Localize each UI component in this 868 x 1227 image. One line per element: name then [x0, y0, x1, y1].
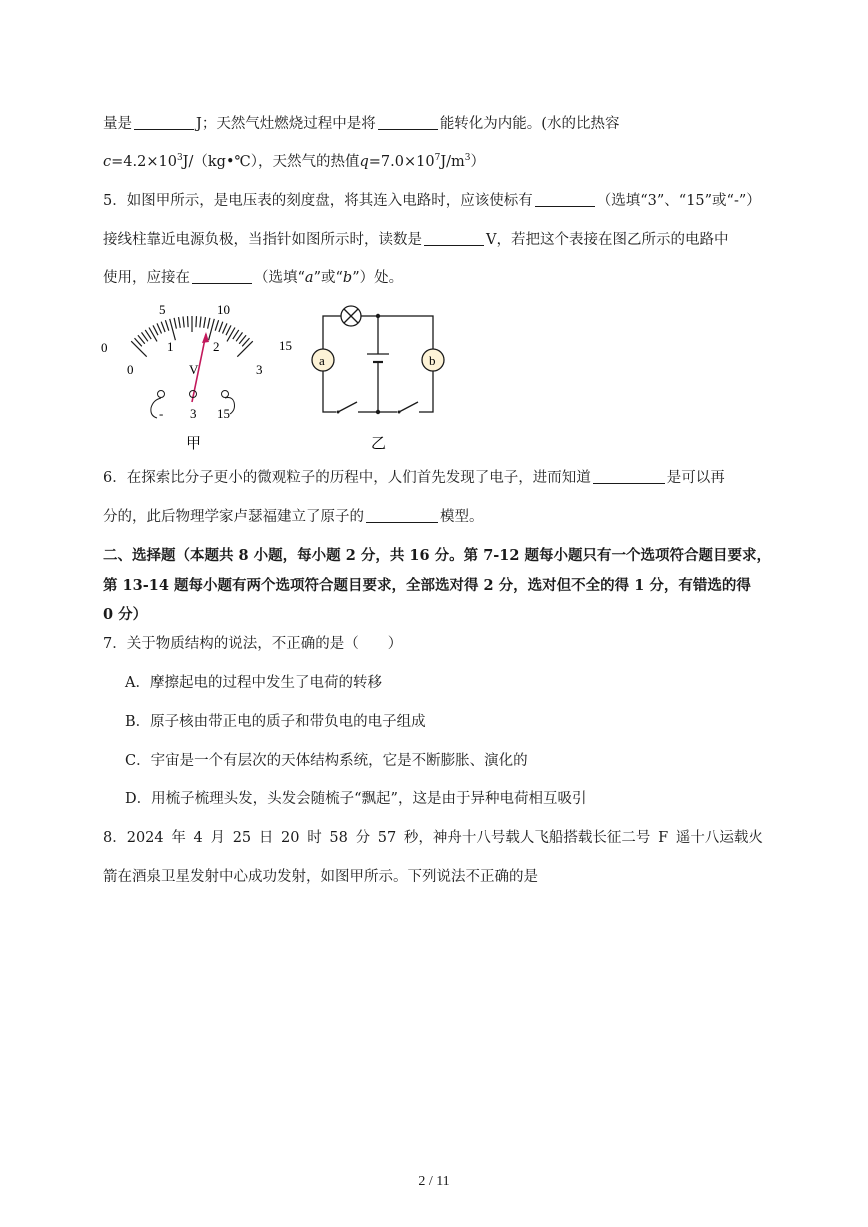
q4-text: =4.2×10	[111, 154, 177, 170]
symbol-a: a	[304, 270, 314, 286]
superscript: 3	[464, 153, 471, 164]
terminal-label-minus: -	[159, 406, 164, 421]
q4-text: J/m	[440, 154, 465, 170]
dial-tick	[223, 323, 228, 333]
answer-blank	[593, 468, 665, 484]
dial-tick	[165, 320, 168, 331]
figure-caption-yi: 乙	[371, 434, 387, 452]
section2-heading-line1: 二、选择题（本题共 8 小题，每小题 2 分，共 16 分。第 7-12 题每小题只有一个选项符合题目要求，	[103, 547, 772, 564]
answer-blank	[192, 268, 252, 284]
figure-caption-jia: 甲	[186, 434, 202, 452]
q7-option-b: B．原子核由带正电的质子和带负电的电子组成	[125, 714, 426, 730]
section2-heading-line2: 第 13-14 题每小题有两个选项符合题目要求，全部选对得 2 分，选对但不全的得 1 分，有错选的得	[103, 577, 751, 594]
q6-text: 模型。	[440, 509, 484, 525]
scale-top-15: 15	[279, 338, 292, 353]
switch-right-pivot	[398, 411, 401, 414]
q5-line3	[103, 268, 403, 288]
q4-text: 量是	[103, 116, 132, 132]
q8-word: 8．2024	[103, 830, 164, 846]
scale-top-10: 10	[217, 302, 230, 317]
dial-tick	[196, 316, 197, 327]
q8-word: 秒，神舟十八号载人飞船搭载长征二号	[403, 830, 651, 846]
dial-tick	[161, 322, 165, 332]
q5-text: （选填“3”、“15”或“-”）	[596, 193, 761, 209]
q8-word: 20	[281, 830, 300, 846]
dial-tick	[179, 317, 181, 328]
scale-top-5: 5	[159, 302, 166, 317]
terminal-minus	[158, 391, 165, 398]
answer-blank	[134, 114, 194, 130]
q8-word: 57	[377, 830, 397, 846]
q8-word: 遥十八运载火	[675, 830, 763, 846]
answer-blank	[378, 114, 438, 130]
dial-tick	[174, 318, 176, 329]
q5-line2	[103, 230, 728, 250]
q8-word: 时	[307, 830, 322, 846]
q6-text: 6．在探索比分子更小的微观粒子的历程中，人们首先发现了电子，进而知道	[103, 470, 591, 486]
q4-line1	[103, 114, 619, 134]
page-number: 2 / 11	[418, 1174, 450, 1189]
q7-stem: 7．关于物质结构的说法，不正确的是（ ）	[103, 636, 403, 652]
q6-text: 是可以再	[666, 470, 725, 486]
q8-word: 分	[355, 830, 371, 846]
scale-top-0: 0	[101, 340, 108, 355]
q5-text: 使用，应接在	[103, 270, 190, 286]
dial-tick	[233, 330, 239, 339]
q6-line1	[103, 468, 725, 488]
q7-option-d: D．用梳子梳理头发，头发会随梳子“飘起”，这是由于异种电荷相互吸引	[125, 791, 587, 807]
q5-text: 5．如图甲所示，是电压表的刻度盘，将其连入电路时，应该使标有	[103, 193, 533, 209]
dial-tick	[188, 316, 189, 327]
switch-left-pivot	[337, 411, 340, 414]
superscript: 7	[434, 153, 441, 164]
q8-word: 年	[171, 830, 186, 846]
scale-bottom-0: 0	[127, 362, 134, 377]
q6-text: 分的，此后物理学家卢瑟福建立了原子的	[103, 509, 364, 525]
scale-bottom-1: 1	[167, 339, 174, 354]
dial-ticks	[131, 316, 253, 357]
q8-word: 月	[210, 830, 225, 846]
superscript: 3	[176, 153, 183, 164]
meter-a-label: a	[319, 353, 325, 368]
q8-word: F	[658, 830, 669, 846]
q8-line2: 箭在酒泉卫星发射中心成功发射，如图甲所示。下列说法不正确的是	[103, 869, 538, 885]
voltmeter-dial-figure	[95, 298, 305, 458]
q5-text: ”或“	[313, 270, 343, 286]
dial-tick	[219, 322, 223, 332]
symbol-c: c	[103, 154, 112, 170]
q8-line1	[103, 828, 763, 848]
dial-tick	[215, 320, 218, 331]
q5-text: ”）处。	[352, 270, 404, 286]
q4-text: ）	[470, 154, 485, 170]
scale-bottom-2: 2	[213, 339, 220, 354]
q6-line2	[103, 507, 484, 527]
dial-tick	[183, 317, 184, 328]
answer-blank	[535, 191, 595, 207]
dial-tick	[153, 325, 158, 335]
q8-word: 日	[258, 830, 274, 846]
q4-text: 能转化为内能。(水的比热容	[439, 116, 620, 132]
answer-blank	[424, 230, 484, 246]
q5-line1	[103, 191, 761, 211]
scale-bottom-3: 3	[256, 362, 263, 377]
dial-tick	[208, 318, 210, 329]
q4-text: J/（kg•℃），天然气的热值	[182, 154, 360, 170]
answer-blank	[366, 507, 438, 523]
q8-word: 4	[193, 830, 203, 846]
q7-option-a: A．摩擦起电的过程中发生了电荷的转移	[125, 675, 382, 691]
meter-b-label: b	[429, 353, 436, 368]
terminal-label-15: 15	[217, 406, 230, 421]
pointer-arrowhead	[202, 332, 209, 343]
dial-tick	[226, 325, 231, 335]
dial-tick	[200, 317, 201, 328]
q4-text: =7.0×10	[368, 154, 435, 170]
terminal-15	[222, 391, 229, 398]
symbol-b: b	[342, 270, 353, 286]
q8-word: 58	[329, 830, 348, 846]
dial-tick	[157, 323, 162, 333]
circuit-diagram-figure	[305, 298, 450, 458]
q5-text: V，若把这个表接在图乙所示的电路中	[486, 232, 729, 248]
section2-heading-line3: 0 分）	[103, 606, 148, 623]
q8-word: 25	[232, 830, 252, 846]
dial-tick	[204, 317, 206, 328]
q7-option-c: C．宇宙是一个有层次的天体结构系统，它是不断膨胀、演化的	[125, 753, 528, 769]
unit-label: V	[189, 362, 199, 377]
junction-dot-bottom	[376, 410, 380, 414]
q5-text: 接线柱靠近电源负极，当指针如图所示时，读数是	[103, 232, 422, 248]
q4-line2	[103, 152, 485, 172]
terminal-label-3: 3	[190, 406, 197, 421]
q5-text: （选填“	[254, 270, 305, 286]
q4-text: J；天然气灶燃烧过程中是将	[196, 116, 376, 132]
dial-tick	[145, 330, 151, 339]
symbol-q: q	[359, 154, 369, 170]
